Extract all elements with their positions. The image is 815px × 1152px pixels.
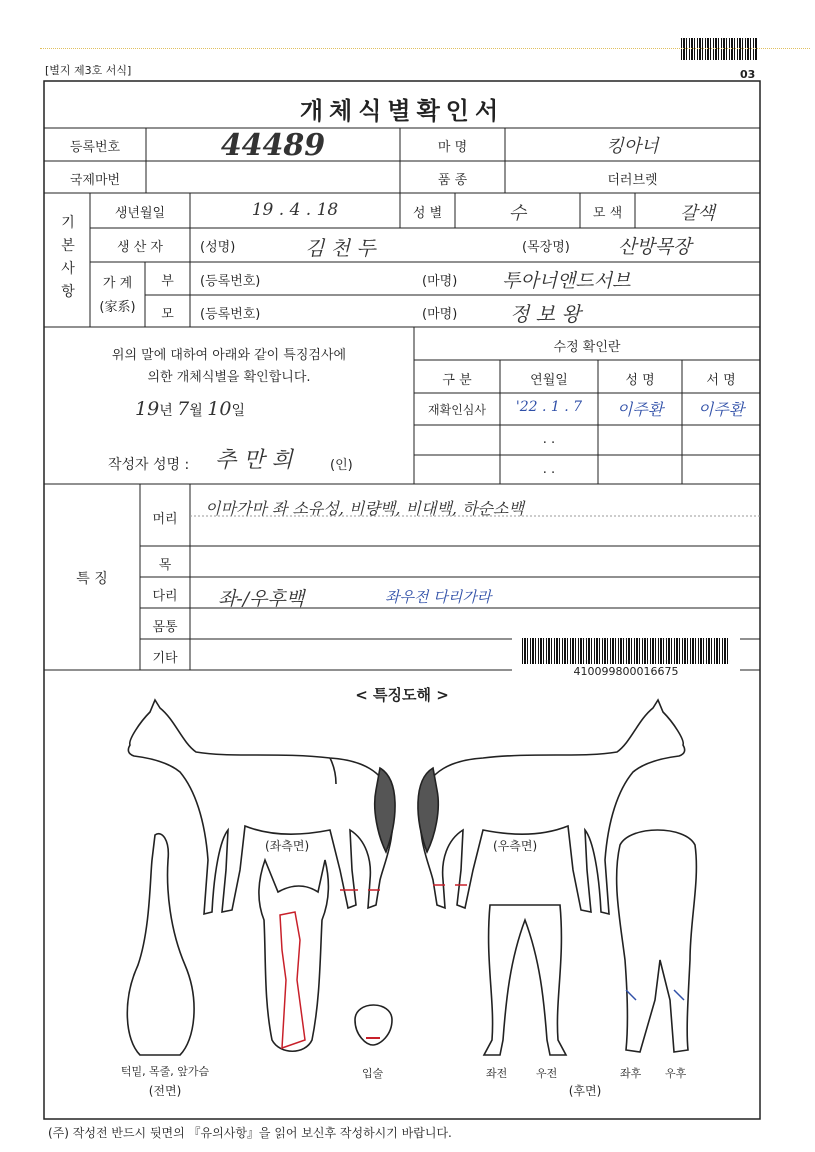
document-title: 개체식별확인서	[299, 97, 505, 125]
legs-value: 좌-/우후백	[218, 588, 305, 610]
hind-right-label: 우후	[665, 1067, 687, 1080]
farm-value: 산방목장	[618, 236, 692, 258]
legs-extra: 좌우전 다리가라	[385, 588, 492, 606]
neck-label: 목	[158, 558, 172, 573]
reg-no-label: 등록번호	[69, 140, 121, 155]
sire-name-label: (마명)	[422, 274, 458, 289]
revision-row1-sign: 이주환	[697, 400, 745, 419]
confirm-date	[135, 398, 245, 420]
dam-reg-label: (등록번호)	[200, 307, 261, 322]
date-year-unit: 년	[159, 403, 173, 419]
barcode-bars	[522, 638, 730, 664]
revision-header-name: 성 명	[625, 373, 655, 388]
footer-note: (주) 작성전 반드시 뒷면의 『유의사항』을 읽어 보신후 작성하시기 바랍니다.	[48, 1126, 452, 1140]
date-year: 19	[135, 398, 160, 420]
coat-label: 모 색	[592, 206, 623, 221]
breed-value: 더러브렛	[607, 173, 658, 188]
family-label: 가 계	[102, 276, 133, 291]
horse-name-label: 마 명	[437, 140, 468, 155]
confirm-text-1: 위의 말에 대하여 아래와 같이 특징검사에	[111, 348, 347, 363]
family-hanja: (家系)	[99, 300, 136, 315]
revision-header-type: 구 분	[442, 373, 472, 388]
fore-left-label: 좌전	[486, 1067, 508, 1080]
left-side-label: (좌측면)	[265, 839, 310, 853]
sire-name-value: 투아너앤드서브	[502, 270, 631, 292]
reg-no-value: 44489	[220, 128, 326, 163]
head-blaze-marking	[280, 912, 305, 1048]
seal-label: (인)	[330, 458, 353, 473]
date-month-unit: 월	[189, 403, 203, 419]
barcode-sticker	[512, 634, 740, 678]
sex-value: 수	[508, 203, 527, 224]
writer-label: 작성자 성명 :	[108, 457, 190, 473]
front-view-label: (전면)	[148, 1084, 182, 1098]
basic-section-label: 기본사항	[61, 215, 75, 300]
legs-label: 다리	[152, 589, 178, 604]
horse-head-front-drawing	[259, 860, 329, 1051]
breeder-label: 생 산 자	[117, 240, 163, 255]
sire-reg-label: (등록번호)	[200, 274, 261, 289]
birth-label: 생년월일	[114, 206, 166, 221]
hind-left-label: 좌후	[620, 1067, 642, 1080]
page-number: 03	[740, 68, 756, 81]
revision-title: 수정 확인란	[553, 340, 621, 355]
intl-no-label: 국제마번	[69, 173, 121, 188]
diagram-title: < 특징도해 >	[355, 686, 449, 704]
dam-name-value: 정 보 왕	[510, 302, 581, 326]
date-day-unit: 일	[231, 403, 245, 419]
writer-value: 추 만 희	[215, 448, 293, 473]
revision-row1-type: 재확인심사	[428, 403, 486, 417]
horse-front-neck-drawing	[127, 834, 194, 1055]
red-leg-markings	[340, 885, 467, 890]
right-side-label: (우측면)	[493, 839, 538, 853]
birth-value: 19 . 4 . 18	[251, 200, 339, 220]
farm-label: (목장명)	[522, 240, 570, 255]
revision-row3-date: . .	[542, 462, 556, 477]
breeder-name-value: 김 천 두	[305, 236, 376, 260]
form-label: [별지 제3호 서식]	[45, 64, 132, 77]
breeder-name-label: (성명)	[200, 240, 236, 255]
fore-right-label: 우전	[536, 1067, 558, 1080]
revision-row2-date: . .	[542, 432, 556, 447]
dam-name-label: (마명)	[422, 307, 458, 322]
head-label: 머리	[152, 512, 178, 527]
dam-label: 모	[161, 307, 174, 322]
date-day: 10	[207, 398, 232, 420]
horse-name-value: 킹아너	[606, 136, 659, 157]
etc-label: 기타	[152, 651, 178, 666]
breed-label: 품 종	[437, 173, 468, 188]
revision-row1-date: '22 . 1 . 7	[515, 399, 583, 415]
horse-forelegs-drawing	[484, 905, 566, 1055]
confirm-text-2: 의한 개체식별을 확인합니다.	[147, 370, 311, 385]
date-month: 7	[177, 398, 190, 420]
revision-header-sign: 서 명	[706, 373, 736, 388]
barcode-number: 410099800016675	[573, 665, 679, 678]
sex-label: 성 별	[412, 206, 443, 221]
features-section-label: 특 징	[76, 571, 108, 587]
revision-row1-name: 이주환	[616, 400, 664, 419]
body-label: 몸통	[152, 620, 178, 635]
revision-header-date: 연월일	[530, 373, 568, 388]
front-caption: 턱밑, 목줄, 앞가슴	[120, 1065, 210, 1078]
lips-label: 입술	[362, 1067, 384, 1080]
coat-value: 갈색	[680, 203, 715, 224]
sire-label: 부	[161, 274, 174, 289]
horse-hindlegs-drawing	[617, 830, 697, 1052]
horse-right-side-drawing	[418, 700, 685, 914]
rear-view-label: (후면)	[568, 1084, 602, 1098]
head-value: 이마가마 좌 소유성, 비량백, 비대백, 하순소백	[205, 499, 524, 518]
